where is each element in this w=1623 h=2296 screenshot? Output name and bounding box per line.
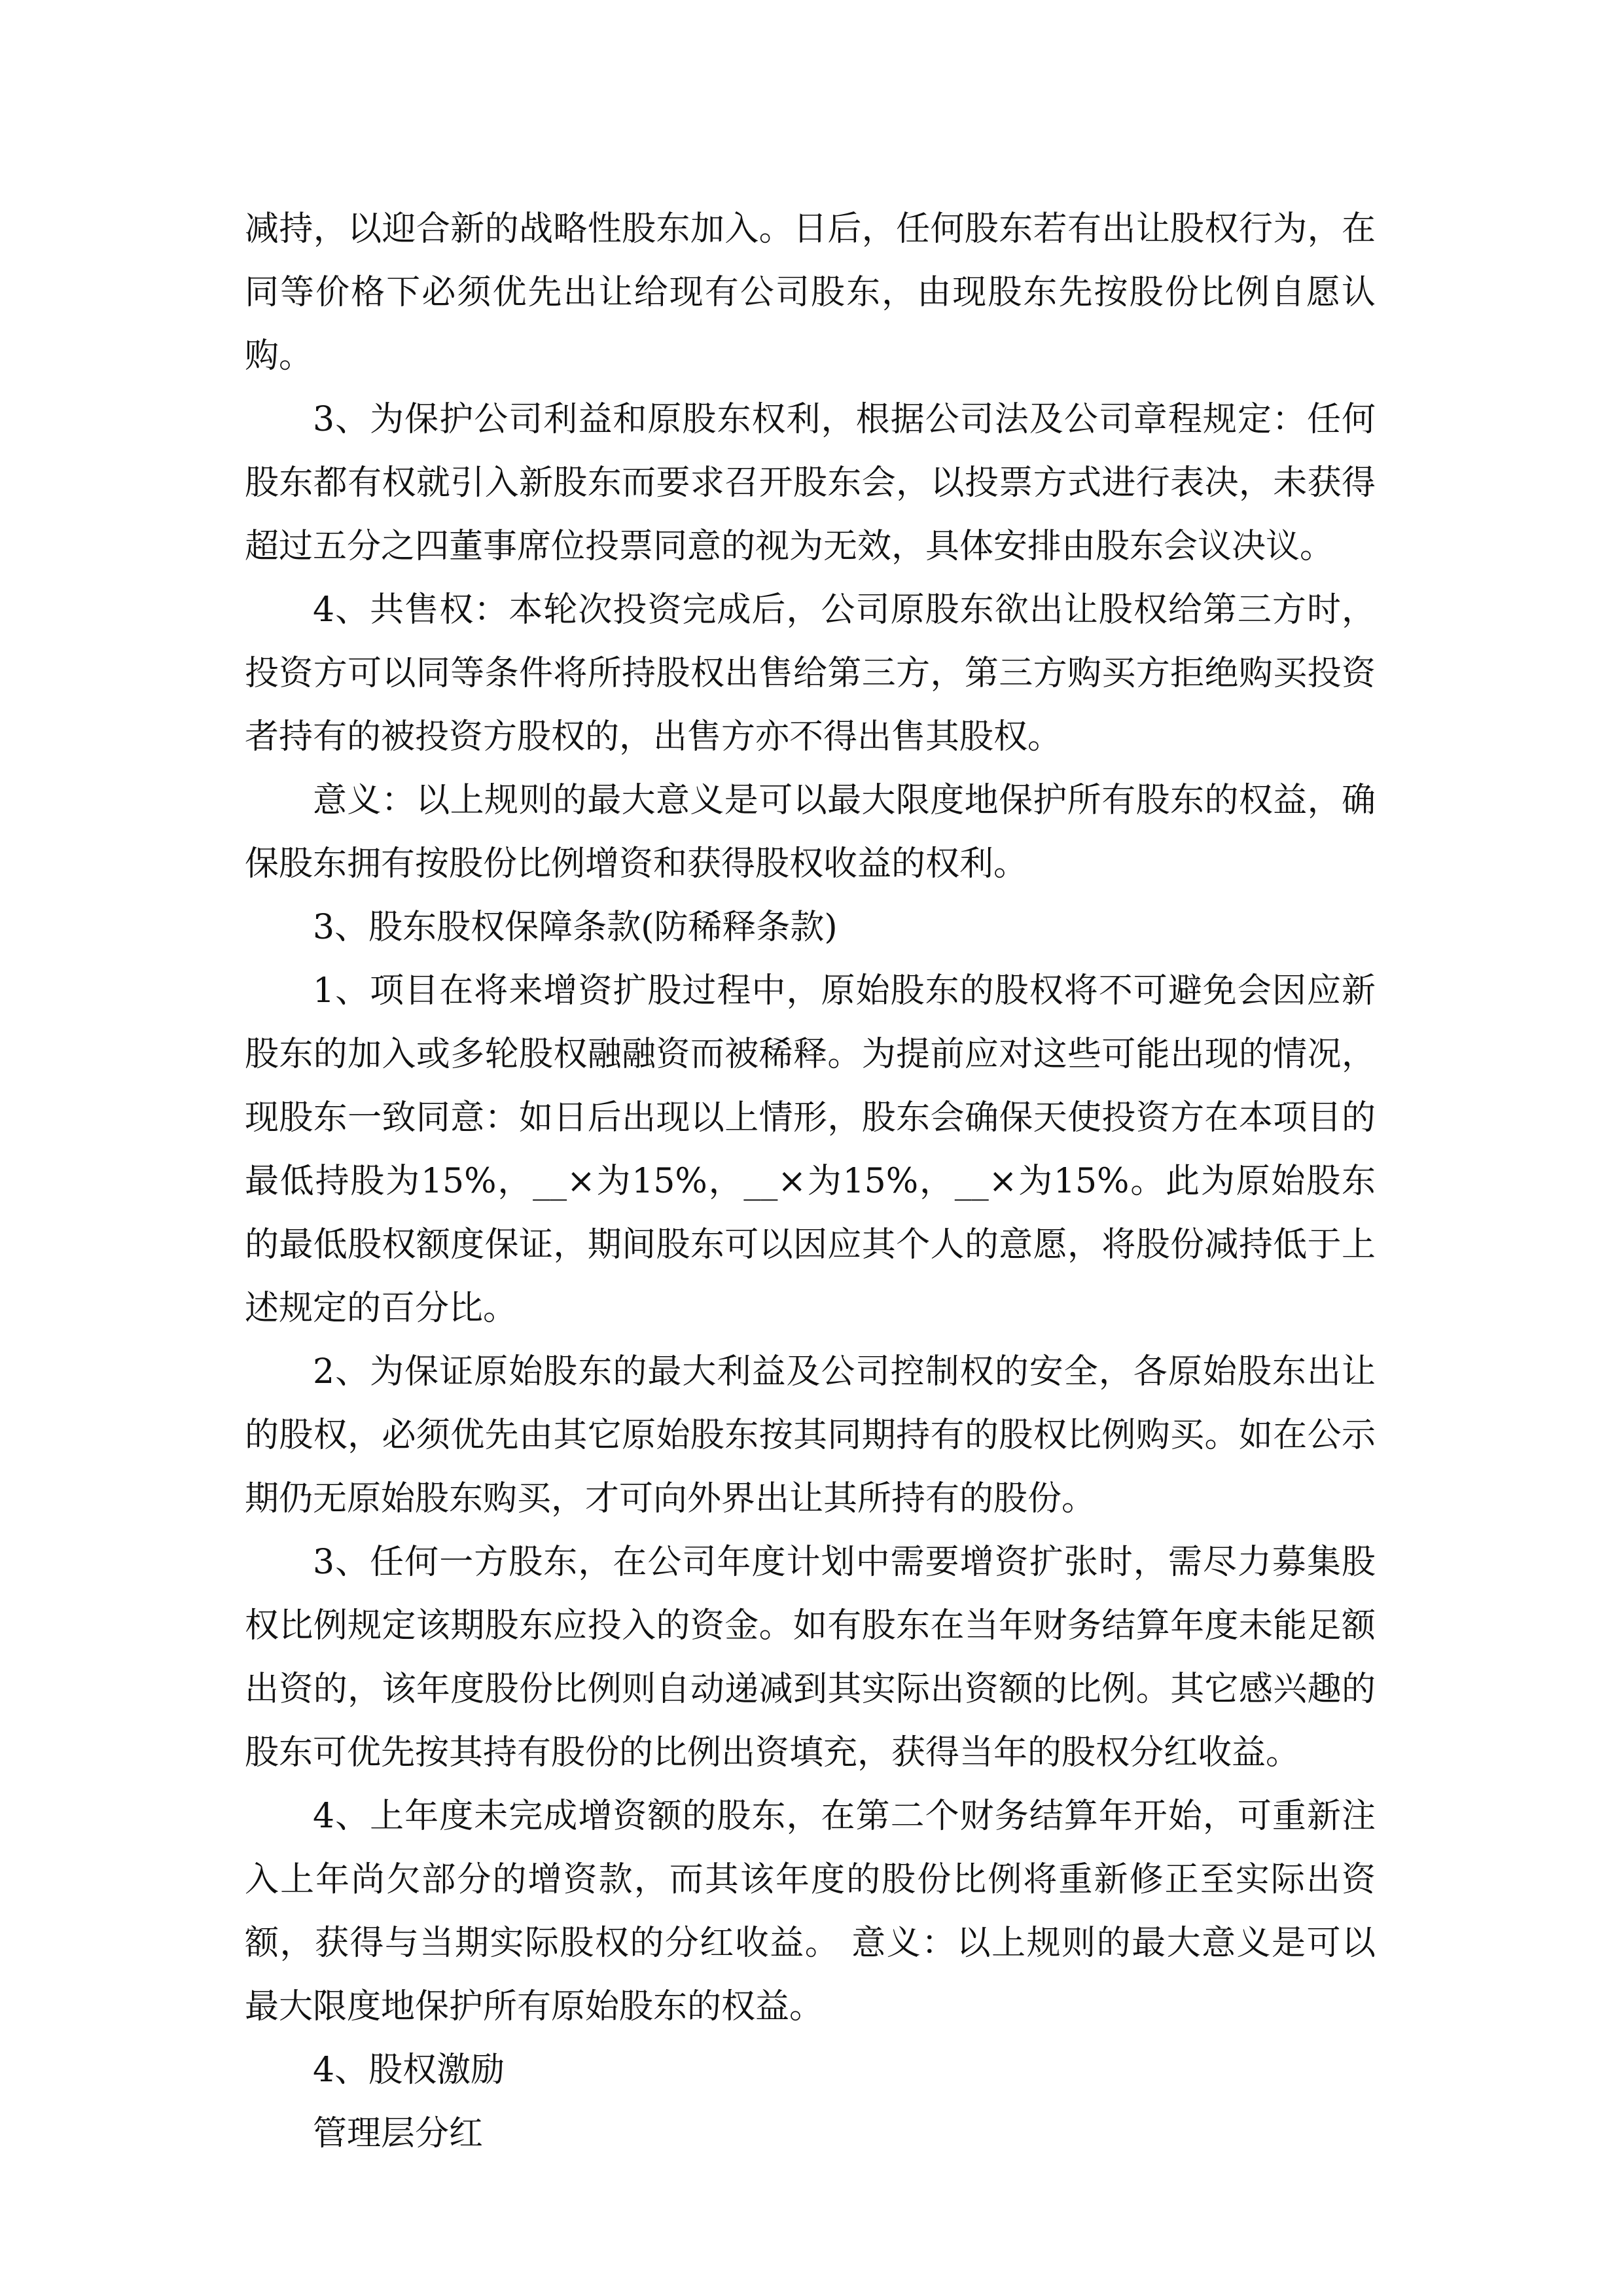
paragraph-continued-transfer: 减持，以迎合新的战略性股东加入。日后，任何股东若有出让股权行为，在同等价格下必须优先出让给现有公司股东，由现股东先按股份比例自愿认购。 [245,209,1376,376]
paragraph-capital-increase: 3、任何一方股东，在公司年度计划中需要增资扩张时，需尽力募集股权比例规定该期股东应投入的资金。如有股东在当年财务结算年度未能足额出资的，该年度股份比例则自动递减到其实际出资额的比例。其它感兴趣的股东可优先按其持有股份的比例出资填充，获得当年的股权分红收益。 [245,1543,1376,1772]
paragraph-tag-along-right: 4、共售权：本轮次投资完成后，公司原股东欲出让股权给第三方时，投资方可以同等条件将所持股权出售给第三方，第三方购买方拒绝购买投资者持有的被投资方股权的，出售方亦不得出售其股权。 [245,590,1376,757]
subheading-management-dividend: 管理层分红 [313,2114,484,2153]
paragraph-minimum-holding: 1、项目在将来增资扩股过程中，原始股东的股权将不可避免会因应新股东的加入或多轮股权融融资而被稀释。为提前应对这些可能出现的情况，现股东一致同意：如日后出现以上情形，股东会确保天使投资方在本项目的最低持股为15%，__×为15%，__×为15%，__×为15%。此为原始股东的最低股权额度保证，期间股东可以因应其个人的意愿，将股份减持低于上述规定的百分比。 [245,971,1376,1328]
document-body [245,198,1376,2166]
paragraph-unpaid-capital: 4、上年度未完成增资额的股东，在第二个财务结算年开始，可重新注入上年尚欠部分的增资款，而其该年度的股份比例将重新修正至实际出资额，获得与当期实际股权的分红收益。 意义：以上规则的最大意义是可以最大限度地保护所有原始股东的权益。 [245,1797,1376,2026]
paragraph-shareholder-meeting-vote: 3、为保护公司利益和原股东权利，根据公司法及公司章程规定：任何股东都有权就引入新股东而要求召开股东会，以投票方式进行表决，未获得超过五分之四董事席位投票同意的视为无效，具体安排由股东会议决议。 [245,400,1376,566]
paragraph-significance-1: 意义：以上规则的最大意义是可以最大限度地保护所有股东的权益，确保股东拥有按股份比例增资和获得股权收益的权利。 [245,781,1376,884]
paragraph-right-of-first-refusal: 2、为保证原始股东的最大利益及公司控制权的安全，各原始股东出让的股权，必须优先由其它原始股东按其同期持有的股权比例购买。如在公示期仍无原始股东购买，才可向外界出让其所持有的股份。 [245,1352,1376,1518]
section-heading-equity-incentive: 4、股权激励 [313,2051,505,2090]
section-heading-anti-dilution: 3、股东股权保障条款(防稀释条款) [313,908,838,947]
